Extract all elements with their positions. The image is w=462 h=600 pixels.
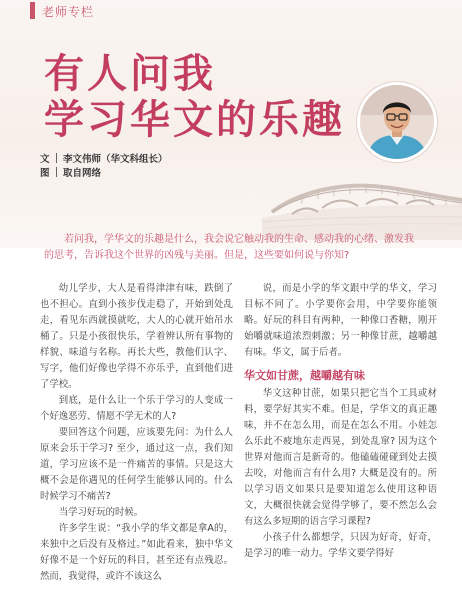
- paragraph: 许多学生说：“我小学的华文都是拿A的，来独中之后没有及格过。”如此看来，独中华文好像不是一个好玩的科目，甚至还有点残忍。然而，我觉得，或许不该这么: [40, 523, 233, 582]
- paragraph: 说，而是小学的华文跟中学的华文，学习目标不同了。小学要你会用，中学要你能领略。好玩的科目有两种，一种像口香糖，刚开始嚼就味道浓烈刺激；另一种像甘蔗，越嚼越有味。华文，属于后者。: [244, 283, 437, 358]
- image-credit: [40, 165, 168, 179]
- credit-divider: [56, 153, 57, 163]
- credit-divider: [56, 167, 57, 177]
- header-accent-mark: [30, 2, 35, 19]
- image-key: 图: [40, 168, 50, 179]
- article-column-right: [244, 281, 437, 562]
- bridge-illustration: [262, 160, 462, 240]
- paragraph: 到底，是什么让一个乐于学习的人变成一个好逸恶劳、情愿不学无术的人?: [40, 395, 233, 422]
- paragraph: 幼儿学步，大人是看得津津有味，跌倒了也不担心。直到小孩步伐走稳了，开始到处乱走，看见东西就摸就吃，大人的心就开始吊水桶了。只是小孩很快乐，学着辨认所有事物的样貌、味道与名称。再长大些，教他们认字、写字，他们好像也学得不亦乐乎，直到他们进了学校。: [40, 283, 233, 390]
- author-portrait: [357, 82, 437, 162]
- article-column-left: [40, 281, 233, 585]
- article-title-line-2: 学习华文的乐趣: [44, 97, 345, 143]
- column-label: 老师专栏: [42, 5, 95, 19]
- paragraph: 小孩子什么都想学，只因为好奇，好奇，是学习的唯一动力。学华文要学得好: [244, 532, 437, 559]
- article-title-line-1: 有人问我: [44, 51, 216, 97]
- author-name: 李文伟师（华文科组长）: [63, 154, 168, 165]
- author-key: 文: [40, 154, 50, 165]
- paragraph: 当学习好玩的时候。: [58, 507, 144, 518]
- author-credit: [40, 151, 168, 165]
- article-credits: [40, 151, 168, 179]
- author-photo-icon: [360, 85, 434, 159]
- column-header: [0, 0, 462, 22]
- paragraph: 华文这种甘蔗，如果只把它当个工具或材料，要学好其实不难。但是，学华文的真正趣味，并不在怎么用，而是在怎么不用。小娃怎么乐此不疲地东走西晃，到处乱窜? 因为这个世界对他而言是新奇的。他磕磕碰碰到处去摸去咬，对他而言有什么用? 大概是没有的。所以学习语文如果只是要知道怎么使用这种语文，大概很快就会觉得学够了，要不然怎么会有这么多短期的语言学习课程?: [244, 388, 437, 527]
- paragraph: 要回答这个问题，应该要先问：为什么人原来会乐于学习? 至少，通过这一点，我们知道，学习应该不是一件痛苦的事情。只是这大概不会是你遇见的任何学生能够认同的。什么时候学习不痛苦?: [40, 427, 233, 502]
- intro-text: 若问我，学华文的乐趣是什么，我会说它触动我的生命、感动我的心绪、激发我的思考，告诉我这个世界的凶残与美丽。但是，这些要如何说与你知?: [44, 234, 414, 261]
- section-subheading: 华文如甘蔗，越嚼越有味: [244, 369, 365, 382]
- image-source: 取自网络: [63, 168, 102, 179]
